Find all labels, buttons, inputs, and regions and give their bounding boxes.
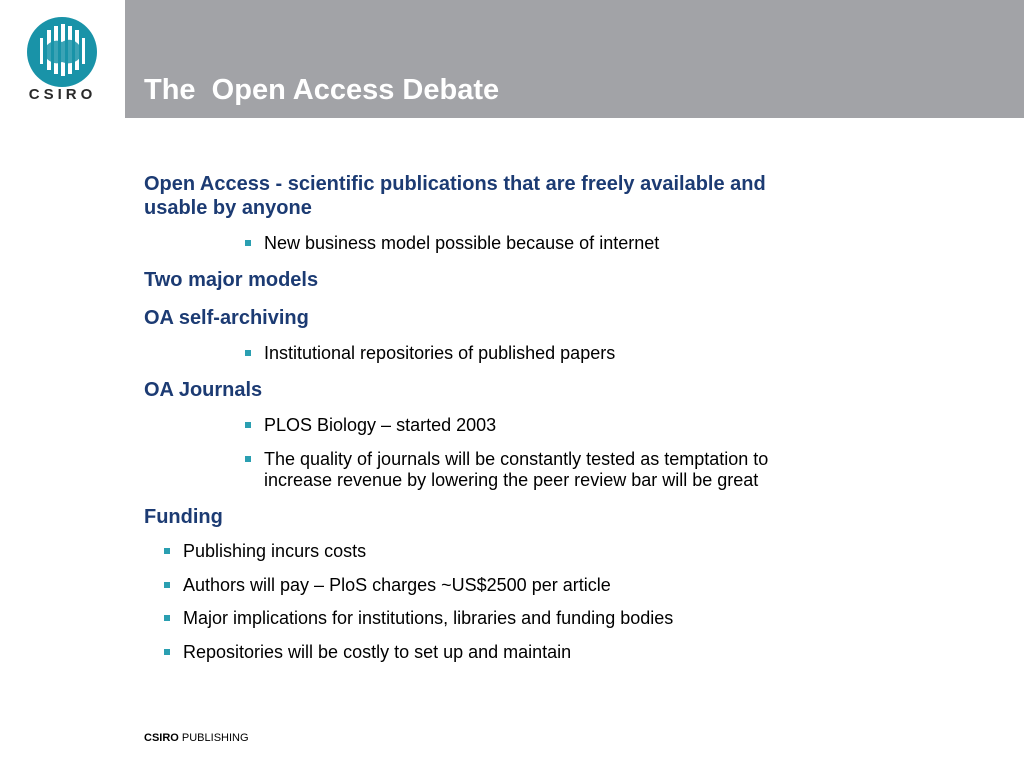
- bullet-text: Authors will pay – PloS charges ~US$2500 per article: [183, 575, 611, 595]
- bullet-square-icon: [245, 350, 251, 356]
- bullet-text: Institutional repositories of published papers: [264, 343, 616, 363]
- heading-open-access-line2: usable by anyone: [144, 197, 312, 219]
- logo-text: CSIRO: [28, 86, 97, 103]
- bullet-square-icon: [245, 456, 251, 462]
- bullet-text: PLOS Biology – started 2003: [264, 415, 497, 435]
- footer-label: PUBLISHING: [178, 732, 249, 744]
- heading-two-major-models: Two major models: [144, 269, 319, 291]
- footer: [144, 732, 249, 744]
- bullet-text: Repositories will be costly to set up and maintain: [183, 642, 572, 662]
- slide-title: The Open Access Debate: [144, 74, 500, 106]
- bullet-square-icon: [164, 615, 170, 621]
- heading-oa-journals: OA Journals: [144, 379, 263, 401]
- bullet-square-icon: [164, 649, 170, 655]
- bullet-square-icon: [245, 422, 251, 428]
- footer-brand: CSIRO: [144, 732, 179, 744]
- heading-oa-self-archiving: OA self-archiving: [144, 307, 309, 329]
- bullet-text-line2: increase revenue by lowering the peer review bar will be great: [264, 470, 759, 490]
- bullet-text: Publishing incurs costs: [183, 541, 367, 561]
- bullet-text: New business model possible because of internet: [264, 233, 660, 253]
- bullet-square-icon: [245, 240, 251, 246]
- bullet-square-icon: [164, 548, 170, 554]
- bullet-text: Major implications for institutions, libraries and funding bodies: [183, 608, 674, 628]
- bullet-square-icon: [164, 582, 170, 588]
- heading-open-access-line1: Open Access - scientific publications that are freely available and: [144, 173, 766, 195]
- heading-funding: Funding: [144, 506, 223, 528]
- bullet-text-line1: The quality of journals will be constantly tested as temptation to: [264, 449, 769, 469]
